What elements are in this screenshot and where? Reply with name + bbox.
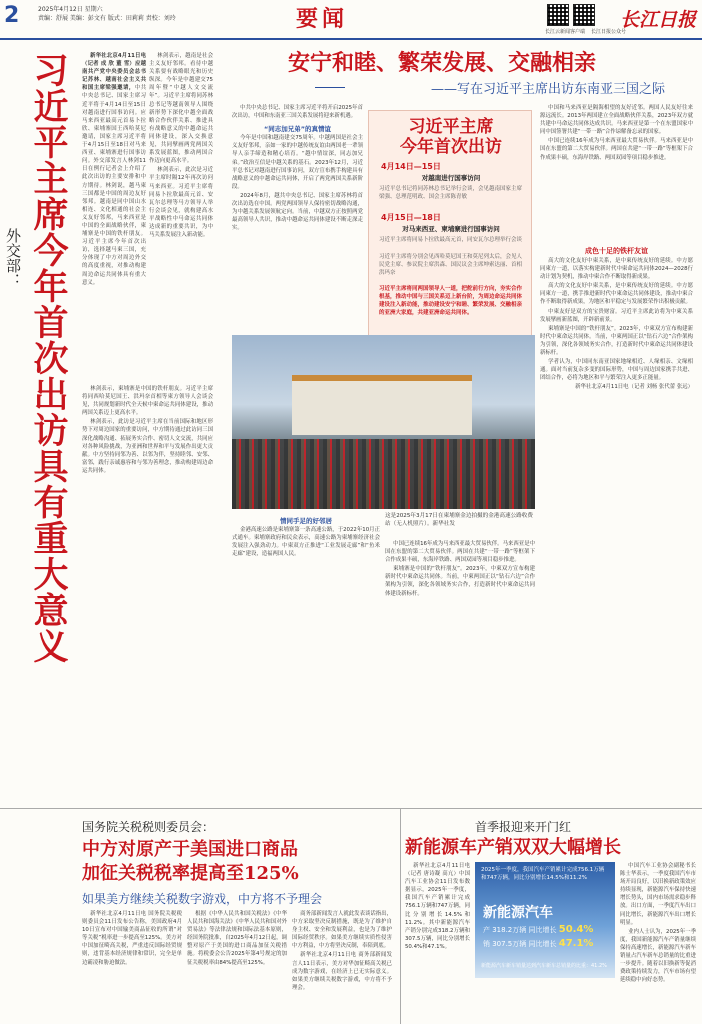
story-kicker: 首季报迎来开门红 [475, 820, 572, 834]
article-text: 中国汽车工业协会副秘书长陈士华表示，一季度我国汽车市场开局良好，以旧换新政策效应持续显现，新能源汽车保持快速增长势头，国内市场需求稳步释放。出口方面，一季度汽车出口同比增长，新能源汽车出口增长明显。 [620, 863, 696, 926]
article-text: 商务部新闻发言人就此发表谈话指出，中方采取坚决反制措施，既是为了维护自身主权、安全和发展利益，也是为了维护国际经贸秩序。如果美方继续实质性侵害中方利益，中方将坚决反制，奉陪到底。 [292, 911, 392, 950]
visit-item-text: 习近平主席将同易卜拉欣最高元首，同安瓦尔总理举行会谈 [379, 237, 523, 243]
visit-schedule-box [368, 110, 532, 337]
visit-item-text: 习近平主席将分别会见西哈莫尼国王和莫尼列太后，会见人民党主席、参议院主席洪森、国民议会主席坤索达丽、首相洪玛奈 [379, 254, 523, 276]
article-column [385, 540, 535, 802]
section-subhead: 成色十足的铁杆友谊 [585, 247, 648, 255]
feature-subheadline: ——写在习近平主席出访东南亚三国之际 [345, 78, 665, 97]
article-text: 业内人士认为，2025年一季度，我国新能源汽车产销量继续保持高速增长，新能源汽车新车销量占汽车新车总销量的比重进一步提升。随着以旧换新等促消费政策持续发力，汽车市场有望延续稳中向好态势。 [620, 928, 696, 984]
lead-vertical-headline: 习近平主席今年首次出访具有重大意义 [28, 52, 69, 664]
story-headline: 中方对原产于美国进口商品 加征关税税率提高至125% [82, 839, 299, 884]
visit-item-title: 对越南进行国事访问 [421, 174, 481, 182]
visit-box-title: 习近平主席 今年首次出访 [400, 117, 502, 157]
article-column [232, 512, 380, 802]
article-text: 中共中央总书记、国家主席习近平将于4月14日至15日对越南进行国事访问。应马来西亚最高元首易卜拉欣、柬埔寨国王西哈莫尼邀请，国家主席习近平将于4月15日至18日对马来西亚、柬埔寨进行国事访问。外交部发言人林剑11日在例行记者会上介绍了此次出访的主要安排和中方期待。林剑说，越马柬三国都是中国的周边友好邻邦。越南是同中国山水相连、文化相通的社会主义友好邻邦，马来西亚是中国的全面战略伙伴，柬埔寨是中国的铁杆朋友。习近平主席今年首次出访，选择越马柬三国，充分体现了中方对周边外交的高度重视，对推动构建周边命运共同体具有重大意义。 [82, 85, 146, 286]
toll-station-graphic [292, 375, 472, 435]
story-headline: 新能源车产销双双大幅增长 [405, 837, 621, 858]
column-divider [400, 808, 401, 1024]
article-column [82, 385, 213, 795]
article-column [540, 104, 693, 239]
article-text: 金港高速公路是柬埔寨第一条高速公路，于2022年10月正式通车。柬埔寨政府和民众表示，高速公路为柬埔寨经济社会发展注入强劲动力。中柬双方正推进“工业发展走廊”和“鱼米走廊”建设，造福两国人民。 [232, 527, 380, 558]
staff-credits: 责编：舒展 美编：彭文有 版式：田莉莉 责校：刘玲 [38, 15, 176, 22]
article-lead: 新华社北京4月11日电（记者 成 欣 董 雪）应越南共产党中央委员会总书记苏林、越南社会主义共和国主席梁强邀请， [82, 53, 146, 92]
article-text: 林剑表示，柬埔寨是中国的铁杆朋友。习近平主席将同西哈莫尼国王、洪玛奈首相等柬方领导人会谈会见，共同规划新时代全天候中柬命运共同体建设，推动两国关系迈上更高水平。 [82, 386, 213, 417]
section-subhead: 情同手足的好邻居 [280, 517, 332, 525]
stat-label: 销 307.5万辆 同比增长 [483, 940, 557, 948]
article-column [82, 910, 182, 1020]
article-text: 林剑表示，越南是社会主义友好邻邦。看待中越关系要有战略眼光和历史纵深。今年是中越建交75周年暨“中越人文交流年”。习近平主席将同苏林总书记等越南领导人围绕新形势下深化中越全面战略合作伙伴关系、推进具有战略意义的中越命运共同体建设，深入交换意见，共同擘画两党两国关系发展蓝图，推动两国合作迈向更高水平。 [149, 53, 213, 165]
article-text: 新华社北京4月11日电 国务院关税税则委员会11日发布公告称，美国政府4月10日宣布对中国输美商品征收的所谓“对等关税”税率进一步提高至125%。美方对中国加征畸高关税，严重违反国际经贸规则，违背基本经济规律和常识，完全是单边霸凌和胁迫做法。 [82, 911, 182, 966]
section-subhead: “同志加兄弟”的真情谊 [263, 125, 332, 134]
infographic-title: 新能源汽车 [483, 905, 553, 921]
nev-production-stat [483, 924, 593, 935]
article-text: 中共中央总书记、国家主席习近平将开启2025年首次出访，中国和东南亚三国关系发展将迎来新机遇。 [232, 105, 363, 120]
article-column [232, 104, 363, 332]
qr-codes [547, 4, 595, 26]
article-column [620, 862, 696, 1022]
article-text: 高大的文化友好中柬关系，是中柬传统友好的延续。中方愿同柬方一道，携手推进新时代中柬命运共同体建设，推动中柬合作不断取得新成果，为地区和平稳定与发展繁荣作出积极贡献。 [540, 283, 693, 306]
article-text: 2024年8月，越共中央总书记、国家主席苏林将首次出访选在中国。两党两国领导人保持密切战略沟通，为中越关系发展领航定向。当前，中越双方正按照两党最高领导人共识，推动中越命运共同体建设不断走深走实。 [232, 192, 363, 232]
visit-item-text: 习近平总书记将同苏林总书记举行会谈，会见越南国家主席梁强、总理范明政、国会主席陈青敏 [379, 186, 523, 200]
page-header [0, 0, 702, 40]
vehicles-graphic [232, 439, 535, 509]
section-divider [0, 808, 702, 809]
page-number: 2 [4, 3, 20, 28]
article-text: 柬埔寨是中国的“铁杆朋友”。2023年，中柬双方宣布构建新时代中柬命运共同体。当前，中柬两国正以“钻石六边”合作架构为引领，深化各领域务实合作，打造新时代中柬命运共同体建设新标杆。 [540, 325, 693, 357]
article-text: 学者认为，中国同东南亚国家地缘相近、人缘相亲、文缘相通。面对当前复杂多变的国际形势，中国与周边国家携手共进、团结合作，必将为地区和平与繁荣注入更多正能量。 [540, 359, 693, 382]
stat-label: 产 318.2万辆 同比增长 [483, 926, 557, 934]
nev-sales-stat [483, 938, 593, 949]
visit-summary: 习近平主席将同两国领导人一道，把舵前行方向，夯实合作根基，推动中国与三国关系迈上新台阶，为周边命运共同体建设注入新动能，推动建设安宁和睦、繁荣发展、交融相亲的亚洲大家庭，共建亚洲命运共同体。 [379, 286, 523, 316]
feature-headline: 安宁和睦、繁荣发展、交融相亲 [287, 50, 596, 76]
story-deck: 如果美方继续关税数字游戏，中方将不予理会 [82, 892, 323, 906]
visit-date: 4月15日—18日 [381, 213, 441, 222]
article-column [82, 52, 146, 377]
article-byline: 新华社北京4月11日电（记者 刘杨 张代蕾 张远） [575, 384, 693, 391]
article-text: 根据《中华人民共和国关税法》《中华人民共和国海关法》《中华人民共和国对外贸易法》等法律法规和国际法基本原则，经国务院批准，自2025年4月12日起，调整对原产于美国的进口商品加征关税措施。将税委会公告2025年第4号规定的加征关税税率由84%提高至125%。 [187, 911, 287, 966]
article-column [187, 910, 287, 1020]
article-text: 林剑表示，此次是习近平主席时隔12年再次访问马来西亚。习近平主席将同易卜拉欣最高元首、安瓦尔总理等马方领导人举行会谈会见，就构建高水平战略性中马命运共同体达成新的重要共识，为中马关系发展注入新动能。 [149, 167, 213, 239]
qr-label: 长江云新闻客户端 [545, 29, 586, 35]
qr-labels [545, 28, 626, 35]
article-text: 中国已连续16年成为马来西亚最大贸易伙伴。马来西亚是中国在东盟的第二大贸易伙伴。两国在共建“一带一路”等框架下合作成果丰硕，东海岸铁路、两国双园等项目稳步推进。 [540, 138, 693, 161]
masthead-logo: 长江日报 [620, 9, 697, 31]
article-text: 新华社北京4月11日电 商务部新闻发言人11日表示，美方对华加征畸高关税已成为数字游戏，在经济上已无实际意义。如果美方继续关税数字游戏，中方将不予理会。 [292, 952, 392, 991]
article-column [149, 52, 213, 377]
qr-label: 长江日报公众号 [591, 29, 627, 35]
article-text: 中柬友好是双方的宝贵财富。习近平主席此访将为中柬关系发展擘画新蓝图，开辟新前景。 [540, 308, 693, 323]
article-column [292, 910, 392, 1020]
visit-item-title: 对马来西亚、柬埔寨进行国事访问 [402, 225, 500, 233]
section-title: 要闻 [296, 6, 349, 32]
article-text: 柬埔寨是中国的“铁杆朋友”。2023年，中柬双方宣布构建新时代中柬命运共同体。当前，中柬两国正以“钻石六边”合作架构为引领，深化各领域务实合作，打造新时代中柬命运共同体建设新标杆。 [385, 566, 535, 597]
visit-date: 4月14日—15日 [381, 162, 441, 171]
stat-value: 50.4% [558, 924, 594, 935]
article-text: 林剑表示，此访是习近平主席在当前国际和地区形势下对周边国家的重要访问，中方期待通过此访同三国深化战略沟通、拓展务实合作、密切人文交流，共同应对各种风险挑战，为亚洲和世界和平与发展作出更大贡献。中方坚持同邻为善、以邻为伴，坚持睦邻、安邻、富邻，践行亲诚惠容和与邻为善理念，推动构建周边命运共同体。 [82, 419, 213, 474]
lead-vertical-kicker: 外交部： [4, 228, 22, 288]
article-text: 今年是中国和越南建交75周年。中越两国是社会主义友好邻邦，亲如一家的中越传统友谊由两国老一辈领导人亲手缔造和精心培育。“越中情谊深，同志加兄弟。”政治互信是中越关系的基石。2023年12月，习近平总书记对越南进行国事访问，双方宣布携手构建具有战略意义的中越命运共同体，开启了两党两国关系新阶段。 [232, 135, 363, 190]
article-text: 中国已连续16年成为马来西亚最大贸易伙伴。马来西亚是中国在东盟的第二大贸易伙伴。两国在共建“一带一路”等框架下合作成果丰硕，东海岸铁路、两国双园等项目稳步推进。 [385, 541, 535, 564]
article-column [405, 862, 470, 1022]
photo-caption: 这是2025年3月17日在柬埔寨金边拍摄的金港高速公路收费站（无人机照片）。新华社发 [385, 513, 533, 527]
stat-value: 47.1% [558, 938, 594, 949]
news-photo [232, 335, 535, 509]
qr-code-icon[interactable] [573, 4, 595, 26]
article-text: 新华社北京4月11日电（记者 唐诗凝 高亢）中国汽车工业协会11日发布数据显示，2025年一季度，我国汽车产销累计完成756.1万辆和747万辆，同比分别增长14.5%和11.2%。其中新能源汽车产销分别完成318.2万辆和307.5万辆，同比分别增长50.4%和47.1%。 [405, 863, 470, 950]
infographic-intro: 2025年一季度，我国汽车产销累计完成756.1万辆和747万辆，同比分别增长14.5%和11.2% [481, 867, 605, 881]
story-kicker: 国务院关税税则委员会： [82, 820, 215, 834]
nev-infographic [475, 862, 615, 978]
qr-code-icon[interactable] [547, 4, 569, 26]
article-text: 高大的文化友好中柬关系，是中柬传统友好的延续。中方愿同柬方一道，以落实构建新时代中柬命运共同体2024—2028行动计划为契机，推动中柬合作不断取得新成果。 [540, 258, 693, 281]
page-meta [38, 5, 176, 23]
infographic-note: 新能源汽车新车销量达到汽车新车总销量的比重：41.2% [481, 963, 607, 969]
issue-date: 2025年4月12日 星期六 [38, 6, 103, 13]
article-column [540, 240, 693, 580]
article-text: 中国和马来西亚是隔海相望的友好近邻。两国人民友好往来源远流长。2013年两国建立全面战略伙伴关系，2023年双方就共建中马命运共同体达成共识。马来西亚是第一个在东盟国家中同中国签署共建“一带一路”合作谅解备忘录的国家。 [540, 105, 693, 136]
